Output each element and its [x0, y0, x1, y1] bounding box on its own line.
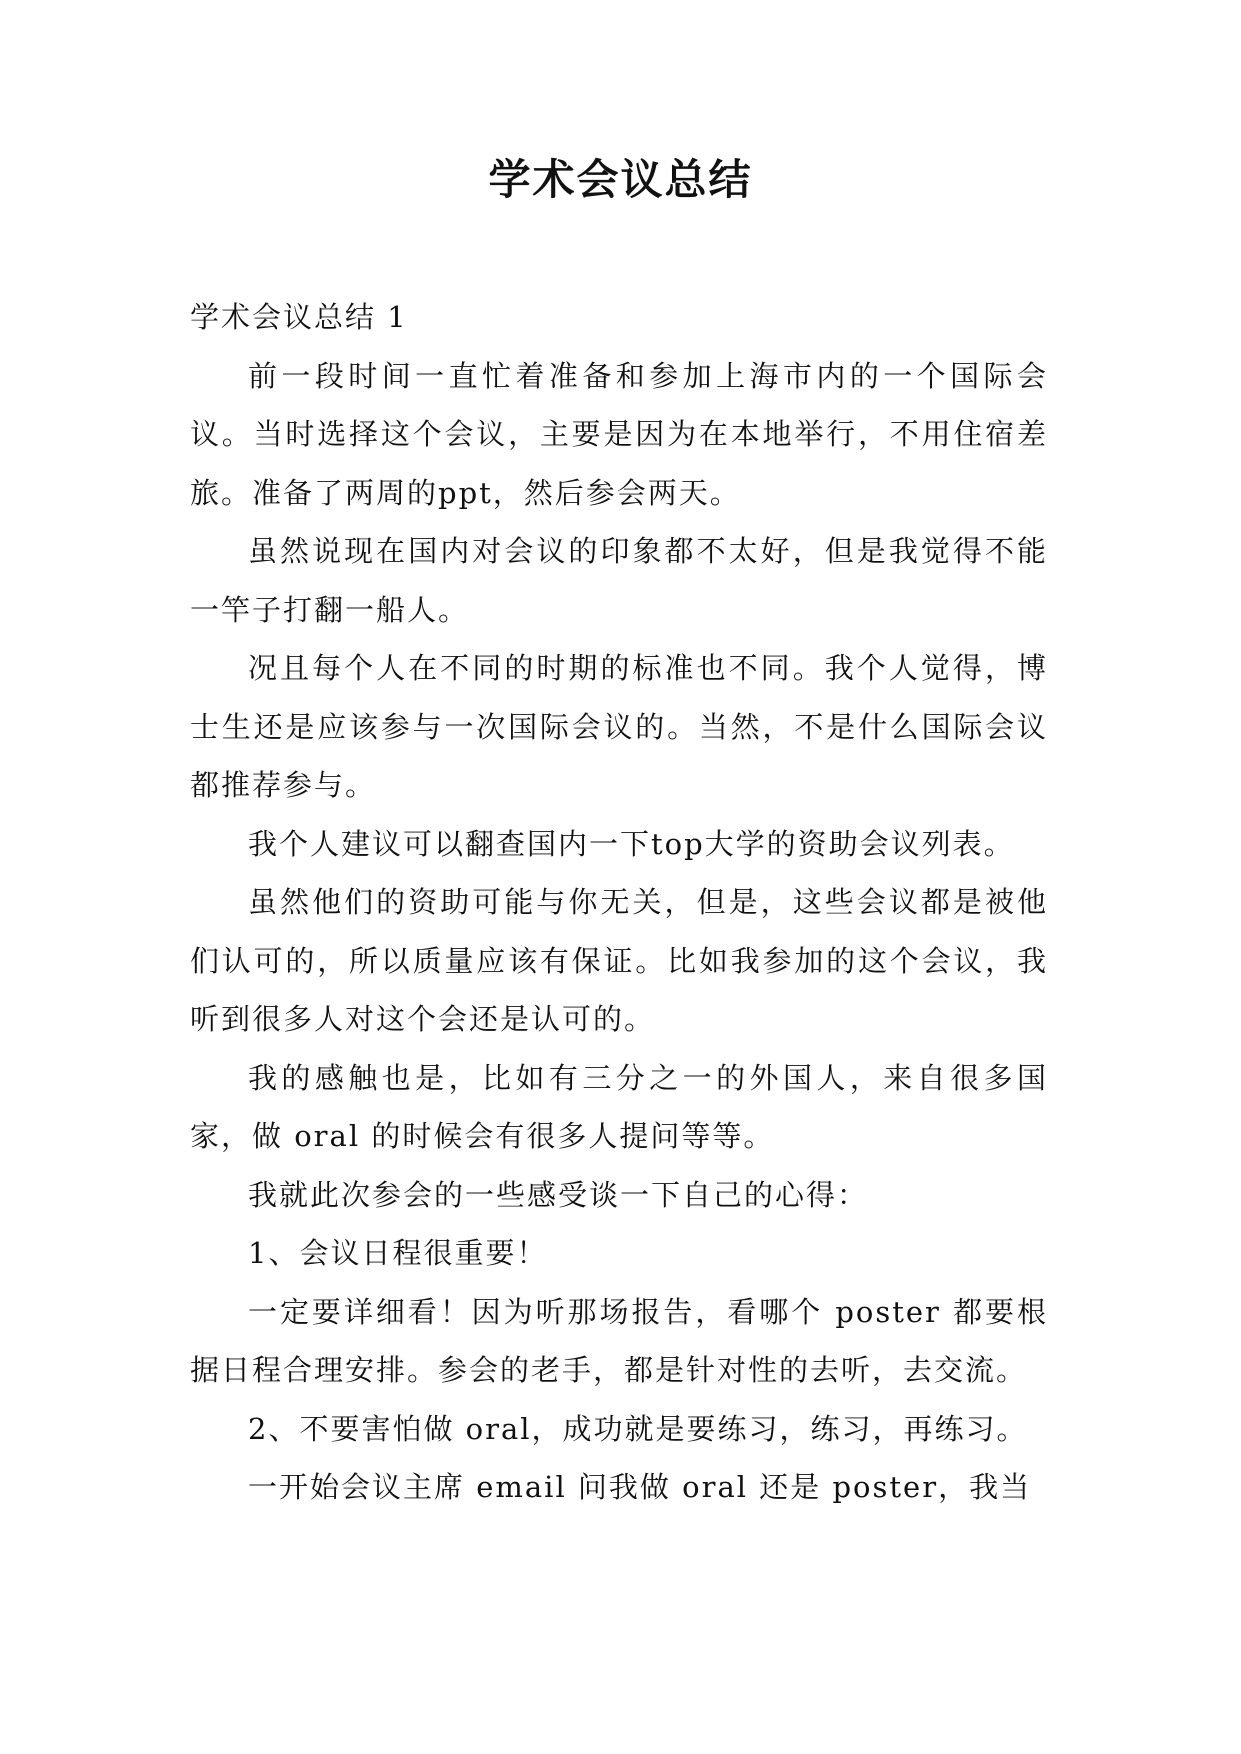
paragraph: 前一段时间一直忙着准备和参加上海市内的一个国际会议。当时选择这个会议，主要是因为在本地举行，不用住宿差旅。准备了两周的ppt，然后参会两天。	[190, 358, 1048, 510]
paragraph: 虽然说现在国内对会议的印象都不太好，但是我觉得不能一竿子打翻一船人。	[190, 534, 1048, 627]
paragraph: 我的感触也是，比如有三分之一的外国人，来自很多国家，做 oral 的时候会有很多人提问等等。	[190, 1060, 1048, 1153]
paragraph: 我个人建议可以翻查国内一下top大学的资助会议列表。	[248, 826, 1015, 861]
list-item-heading: 1、会议日程很重要！	[248, 1236, 548, 1270]
document-body	[190, 288, 1048, 1517]
paragraph: 况且每个人在不同的时期的标准也不同。我个人觉得，博士生还是应该参与一次国际会议的。当然，不是什么国际会议都推荐参与。	[190, 651, 1048, 802]
list-item-heading: 2、不要害怕做 oral，成功就是要练习，练习，再练习。	[248, 1411, 1028, 1446]
section-heading: 学术会议总结 1	[190, 300, 408, 334]
paragraph: 一开始会议主席 email 问我做 oral 还是 poster，我当	[248, 1470, 1032, 1504]
paragraph: 我就此次参会的一些感受谈一下自己的心得：	[248, 1177, 869, 1212]
document-title: 学术会议总结	[488, 155, 753, 204]
paragraph: 一定要详细看！因为听那场报告，看哪个 poster 都要根据日程合理安排。参会的老手，都是针对性的去听，去交流。	[190, 1294, 1048, 1387]
paragraph: 虽然他们的资助可能与你无关，但是，这些会议都是被他们认可的，所以质量应该有保证。比如我参加的这个会议，我听到很多人对这个会还是认可的。	[190, 885, 1048, 1036]
